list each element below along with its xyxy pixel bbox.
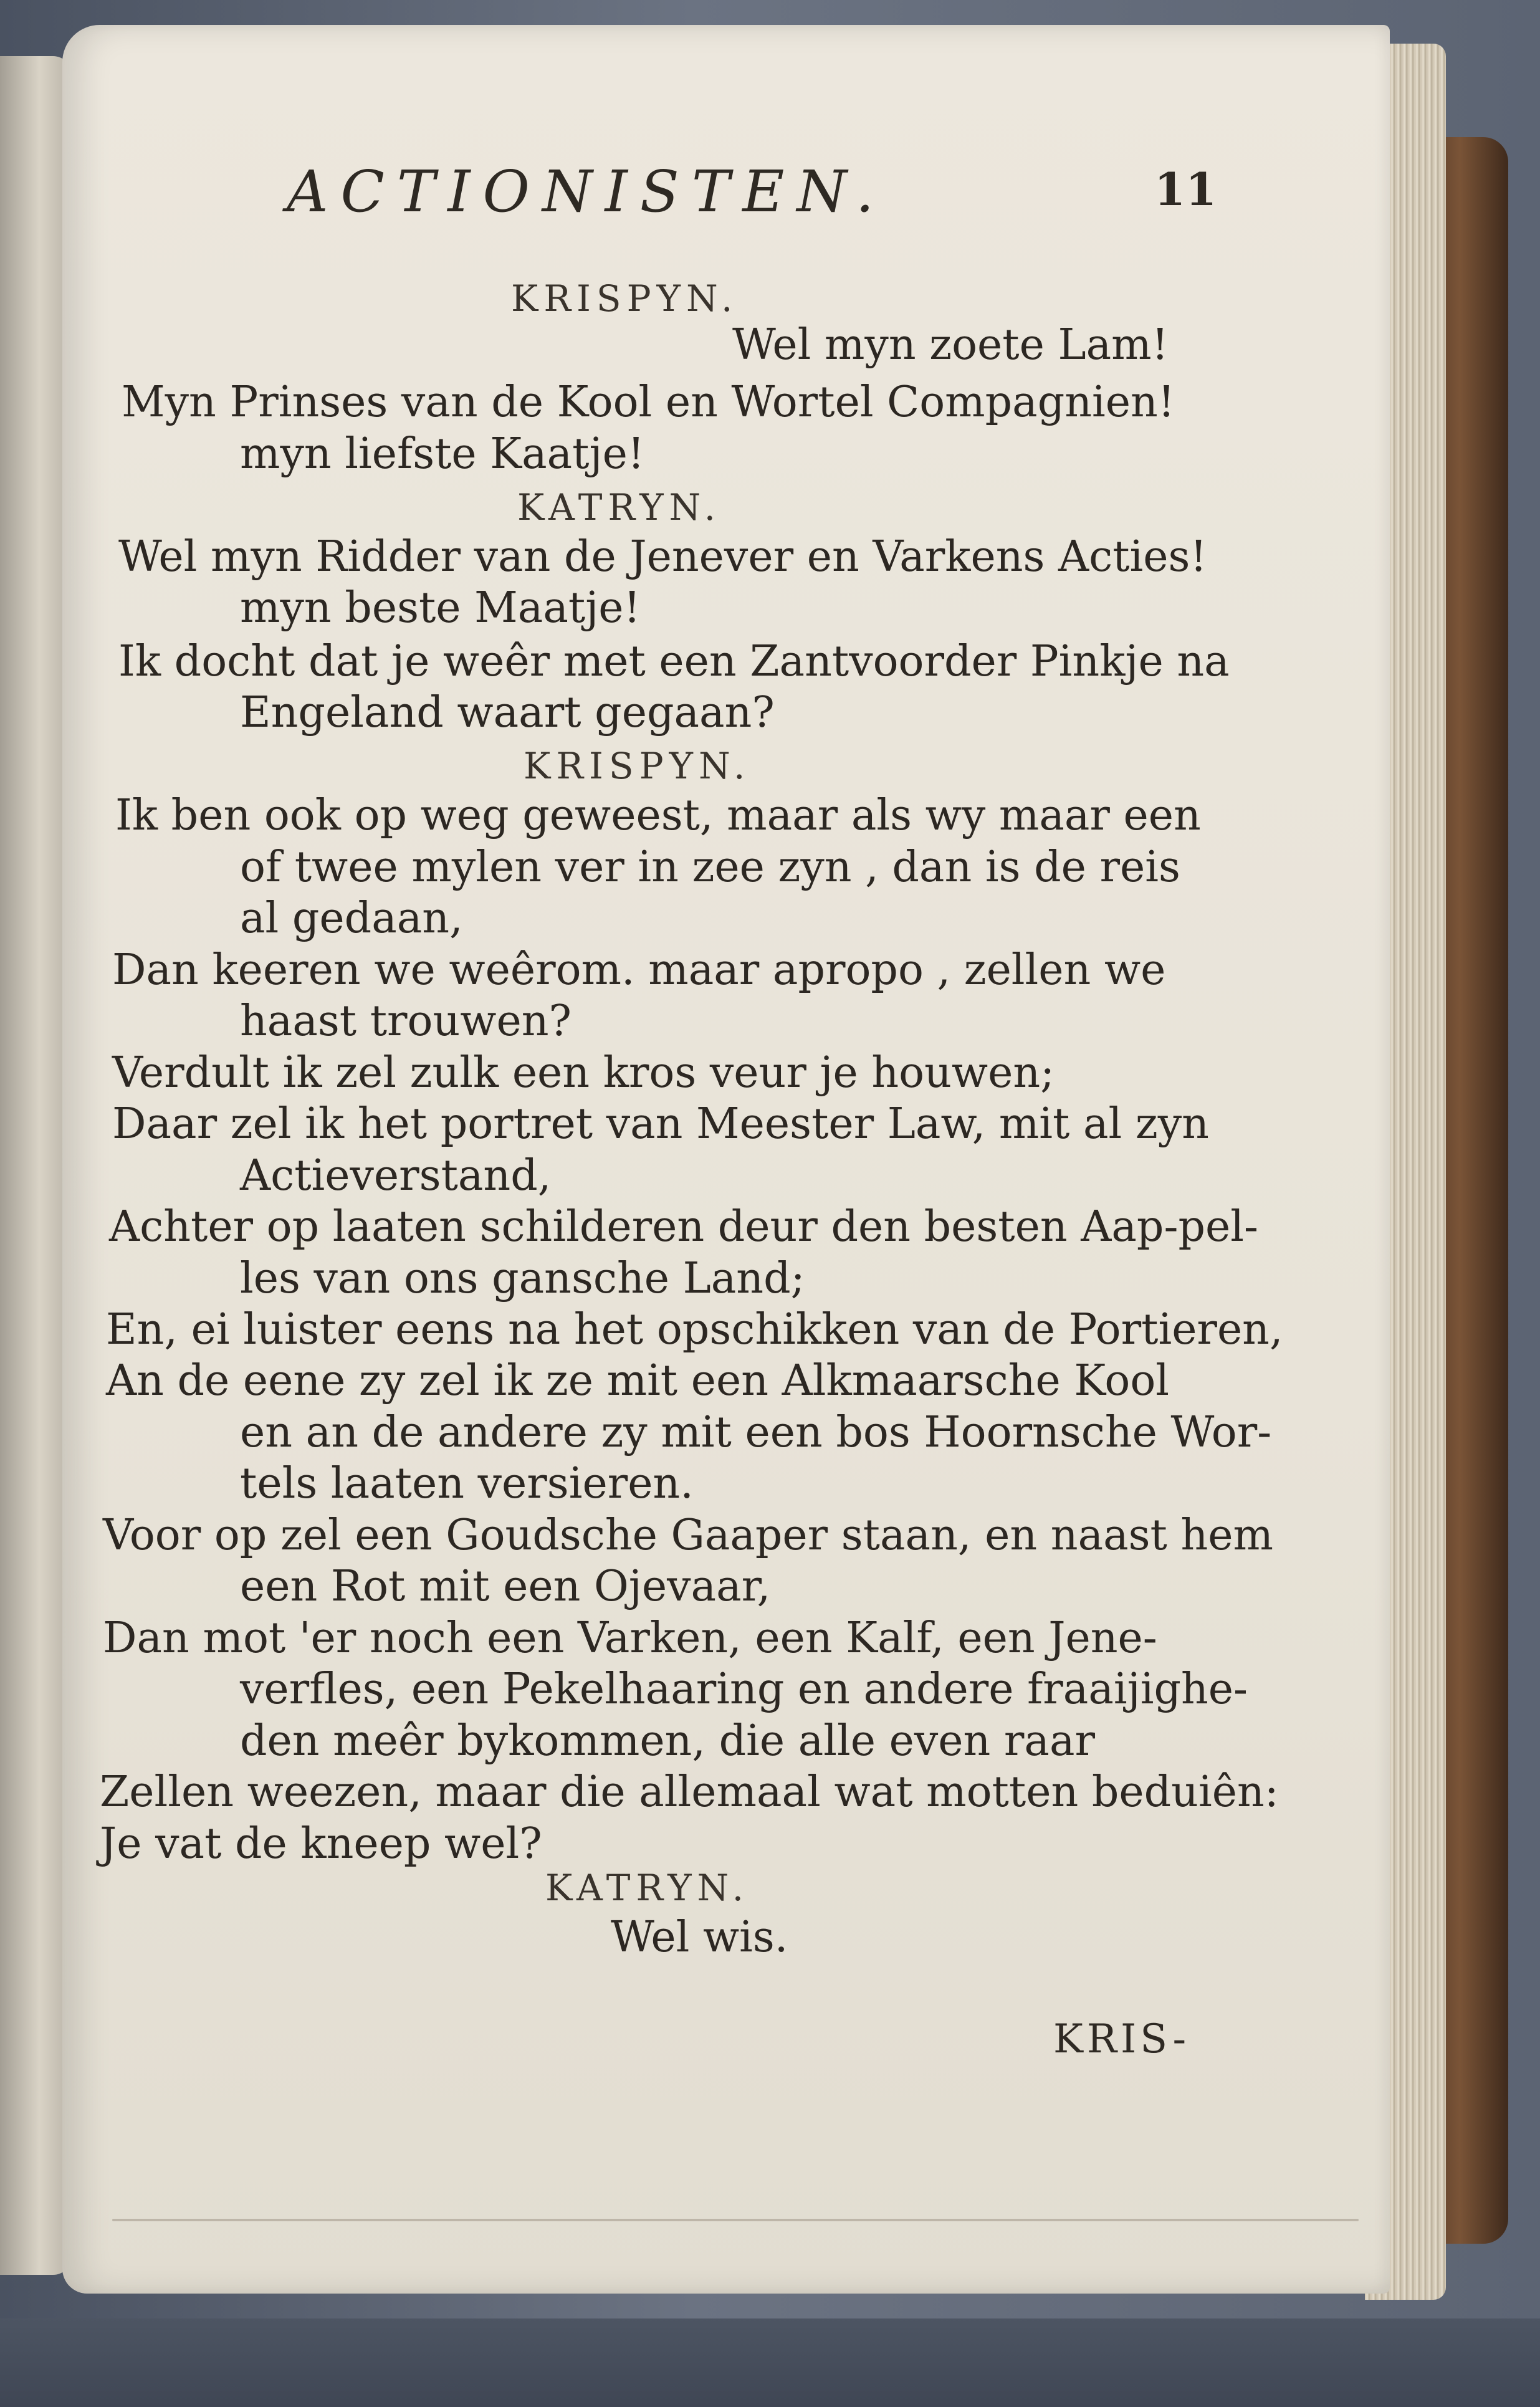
text-line: Actieverstand, [240, 1151, 552, 1200]
text-line: Je vat de kneep wel? [100, 1819, 542, 1869]
text-line: verfles, een Pekelhaaring en andere fraaijighe- [240, 1665, 1248, 1714]
text-line: An de eene zy zel ik ze mit een Alkmaarsche Kool [106, 1356, 1170, 1405]
text-line: Wel myn zoete Lam! [732, 320, 1169, 370]
text-line: tels laaten versieren. [240, 1459, 694, 1508]
text-line: of twee mylen ver in zee zyn , dan is de reis [240, 843, 1180, 892]
text-line: myn beste Maatje! [240, 583, 641, 633]
speaker-name: KRISPYN. [511, 277, 739, 320]
text-line: En, ei luister eens na het opschikken van de Portieren, [106, 1305, 1283, 1354]
facing-page-edge [0, 56, 72, 2275]
speaker-name: KATRYN. [545, 1867, 750, 1909]
text-line: Zellen weezen, maar die allemaal wat motten beduiên: [100, 1768, 1279, 1817]
text-line: Dan keeren we weêrom. maar apropo , zellen we [112, 945, 1166, 995]
speaker-name: KRISPYN. [524, 745, 751, 787]
text-line: al gedaan, [240, 894, 463, 943]
text-line: les van ons gansche Land; [240, 1254, 805, 1303]
text-line: Ik ben ook op weg geweest, maar als wy maar een [115, 791, 1201, 840]
page-fold-line [112, 2219, 1359, 2221]
text-line: haast trouwen? [240, 997, 572, 1046]
text-line: Daar zel ik het portret van Meester Law, mit al zyn [112, 1099, 1209, 1149]
text-line: Verdult ik zel zulk een kros veur je houwen; [112, 1048, 1055, 1098]
running-head: ACTIONISTEN. [287, 158, 887, 225]
text-line: Wel wis. [611, 1913, 788, 1962]
text-line: Voor op zel een Goudsche Gaaper staan, en naast hem [103, 1511, 1274, 1560]
speaker-name: KATRYN. [517, 486, 722, 529]
text-line: Wel myn Ridder van de Jenever en Varkens Acties! [118, 532, 1207, 581]
text-line: den meêr bykommen, die alle even raar [240, 1716, 1096, 1766]
text-line: een Rot mit een Ojevaar, [240, 1562, 771, 1611]
text-line: Ik docht dat je weêr met een Zantvoorder Pinkje na [118, 637, 1230, 686]
text-line: Achter op laaten schilderen deur den besten Aap-pel- [109, 1202, 1258, 1251]
cloth-surface [0, 2318, 1540, 2407]
page-number: 11 [1154, 163, 1217, 216]
text-line: Engeland waart gegaan? [240, 688, 775, 737]
catchword: KRIS- [1053, 2016, 1190, 2062]
text-line: myn liefste Kaatje! [240, 429, 645, 479]
text-line: Dan mot 'er noch een Varken, een Kalf, een Jene- [103, 1614, 1157, 1663]
text-line: Myn Prinses van de Kool en Wortel Compagnien! [122, 378, 1175, 427]
text-line: en an de andere zy mit een bos Hoornsche Wor- [240, 1408, 1272, 1457]
